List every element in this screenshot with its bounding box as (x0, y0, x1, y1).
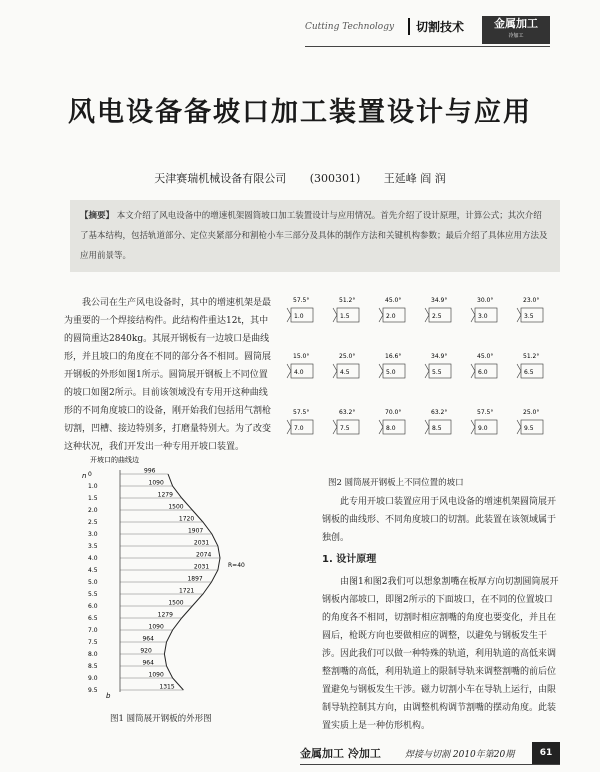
fig2-bevel-mark (287, 420, 291, 434)
fig2-angle-label: 25.0° (523, 409, 540, 416)
fig1-row-label: 1.5 (88, 495, 98, 502)
fig2-cell-label: 7.0 (294, 425, 304, 432)
fig2-cell-label: 6.0 (478, 369, 488, 376)
abstract-text: 本文介绍了风电设备中的增速机架圆筒坡口加工装置设计与应用情况。首先介绍了设计原理，计算公式；其次介绍了基本结构，包括轨道部分、定位夹紧部分和割枪小车三部分及具体的制作方法和关键机构参数；最后介绍了具体应用方法及应用前景等。 (80, 211, 548, 261)
fig2-angle-label: 57.5° (293, 409, 310, 416)
article-title: 风电设备备坡口加工装置设计与应用 (68, 97, 532, 128)
fig2-angle-label: 70.0° (385, 409, 402, 416)
fig1-width-label: 2074 (196, 551, 212, 559)
fig2-bevel-mark (333, 420, 337, 434)
fig1-width-label: 2031 (193, 563, 210, 571)
fig1-row-label: 3.0 (88, 531, 98, 538)
fig2-bevel-mark (425, 308, 429, 322)
right-body (322, 493, 560, 735)
fig2-cell-label: 3.5 (524, 313, 534, 320)
fig2-angle-label: 45.0° (385, 297, 402, 304)
section1-heading: 1. 设计原理 (322, 554, 377, 565)
fig2-bevel-mark (517, 308, 521, 322)
fig2-bevel-mark (425, 420, 429, 434)
fig2-bevel-mark (287, 308, 291, 322)
fig1-width-label: 1090 (148, 671, 164, 679)
fig2-cell-label: 4.5 (340, 369, 350, 376)
fig1-n-label: n (82, 472, 87, 480)
fig2-cells (287, 297, 543, 434)
fig1-width-label: 1090 (148, 479, 164, 487)
fig2-bevel-mark (425, 364, 429, 378)
figure2-caption: 图2 圆筒展开钢板上不同位置的坡口 (328, 478, 464, 488)
section1-text: 由图1和图2我们可以想象割嘴在板厚方向切割圆筒展开钢板内部坡口，即图2所示的下面坡口，在不同的位置坡口的角度各不相同，切割时相应割嘴的角度也要变化，并且在圆后，枪既方向也要做相应的调整，以避免与钢板发生干涉。因此我们可以做一种特殊的轨道，利用轨道的高低来调整割嘴的高低，利用轨道上的限制导轨来调整割嘴的前后位置避免与钢板发生干涉。磁力切割小车在导轨上运行，由限制导轨控制其方向，由调整机构调节割嘴的摆动角度。此装置实质上是一种仿形机构。 (322, 577, 559, 731)
fig2-angle-label: 63.2° (431, 409, 448, 416)
fig1-row-label: 6.5 (88, 615, 98, 622)
fig1-row-label: 3.5 (88, 543, 98, 550)
fig2-angle-label: 34.9° (431, 353, 448, 360)
fig2-cell-label: 9.5 (524, 425, 534, 432)
fig1-curve-label: 开坡口的曲线边 (90, 456, 139, 464)
fig2-bevel-mark (379, 308, 383, 322)
fig1-rows (88, 468, 220, 695)
fig2-bevel-mark (379, 364, 383, 378)
fig2-bevel-mark (471, 364, 475, 378)
author-names: 王延峰 阎 润 (383, 172, 446, 185)
fig1-width-label: 964 (142, 659, 154, 667)
fig2-bevel-mark (517, 364, 521, 378)
fig2-angle-label: 63.2° (339, 409, 356, 416)
fig1-width-label: 996 (144, 467, 156, 475)
fig2-cell-label: 8.5 (432, 425, 442, 432)
fig2-angle-label: 57.5° (477, 409, 494, 416)
fig1-row-label: 4.5 (88, 567, 98, 574)
fig2-angle-label: 30.0° (477, 297, 494, 304)
fig1-row-label: 4.0 (88, 555, 98, 562)
fig2-bevel-mark (287, 364, 291, 378)
section-label: 切割技术 (408, 18, 464, 35)
fig1-width-label: 1720 (178, 515, 195, 523)
fig2-cell-label: 2.5 (432, 313, 442, 320)
fig2-bevel-mark (471, 308, 475, 322)
fig1-width-label: 1279 (157, 611, 173, 619)
fig1-width-label: 1315 (159, 683, 175, 691)
fig1-row-label: 6.0 (88, 603, 98, 610)
byline (0, 170, 600, 186)
fig2-cell-label: 1.0 (294, 313, 304, 320)
fig1-width-label: 1090 (148, 623, 164, 631)
figure1-plate-outline (80, 452, 280, 702)
fig1-row-label: 8.0 (88, 651, 98, 658)
fig2-cell-label: 8.0 (386, 425, 396, 432)
fig2-bevel-mark (333, 308, 337, 322)
fig2-cell-label: 9.0 (478, 425, 488, 432)
fig2-cell-label: 7.5 (340, 425, 350, 432)
fig2-bevel-mark (333, 364, 337, 378)
page-number: 61 (532, 742, 560, 764)
fig1-width-label: 964 (142, 635, 154, 643)
fig1-row-label: 9.0 (88, 675, 98, 682)
fig1-width-label: 1500 (168, 599, 184, 607)
fig2-angle-label: 23.0° (523, 297, 540, 304)
fig2-cell-label: 3.0 (478, 313, 488, 320)
journal-english-name: Cutting Technology (305, 22, 395, 32)
right-intro-text: 此专用开坡口装置应用于风电设备的增速机架圆筒展开钢板的曲线形、不同角度坡口的切割。此装置在该领域属于独创。 (322, 497, 557, 543)
fig1-width-label: 1897 (187, 575, 203, 583)
fig1-r-label: R=40 (228, 562, 245, 569)
fig2-bevel-mark (517, 420, 521, 434)
fig1-row-label: 2.0 (88, 507, 98, 514)
fig2-angle-label: 34.9° (431, 297, 448, 304)
fig2-angle-label: 45.0° (477, 353, 494, 360)
footer-logo: 金属加工 冷加工 (300, 747, 381, 760)
author-zip: (300301) (309, 172, 361, 185)
fig2-cell-label: 1.5 (340, 313, 350, 320)
fig2-cell-label: 6.5 (524, 369, 534, 376)
fig2-bevel-mark (379, 420, 383, 434)
left-body-text: 我公司在生产风电设备时，其中的增速机架是最为重要的一个焊接结构件。此结构件重达12t，其中的圆筒重达2840kg。其展开钢板有一边坡口是曲线形，并且坡口的角度在不同的部分各不相同。圆筒展开钢板的外形如图1所示。圆筒展开钢板上不同位置的坡口如图2所示。目前该领域没有专用开这种曲线形的不同角度坡口的设备，刚开始我们包括用气割枪切割，凹槽、接边特别多，打磨量特别大。为了改变这种状况，我们开发出一种专用开坡口装置。 (64, 298, 272, 452)
fig1-row-label: 8.5 (88, 663, 98, 670)
fig1-row-label: 2.5 (88, 519, 98, 526)
header-rule (305, 46, 550, 47)
fig1-width-label: 2031 (193, 539, 210, 547)
figure1-caption: 图1 圆筒展开钢板的外形图 (110, 714, 212, 724)
fig1-row-label: 9.5 (88, 687, 98, 694)
fig1-b-label: b (106, 692, 111, 700)
author-org: 天津赛瑞机械设备有限公司 (154, 172, 287, 185)
journal-header (305, 16, 550, 44)
fig1-row-label: 7.0 (88, 627, 98, 634)
fig2-cell-label: 5.0 (386, 369, 396, 376)
fig2-bevel-mark (471, 420, 475, 434)
fig1-width-label: 1279 (157, 491, 173, 499)
fig1-row-label: 1.0 (88, 483, 98, 490)
fig2-angle-label: 51.2° (339, 297, 356, 304)
fig1-width-label: 1907 (187, 527, 204, 535)
fig1-width-label: 1721 (178, 587, 195, 595)
fig2-angle-label: 51.2° (523, 353, 540, 360)
fig1-row-label: 7.5 (88, 639, 98, 646)
logo-line1: 金属加工 (494, 17, 538, 30)
journal-logo (482, 16, 550, 44)
fig1-row-label: 5.0 (88, 579, 98, 586)
logo-line2: 冷加工 (508, 33, 524, 39)
page-footer (300, 742, 560, 764)
fig2-angle-label: 25.0° (339, 353, 356, 360)
fig2-cell-label: 2.0 (386, 313, 396, 320)
abstract-box (70, 200, 560, 272)
fig2-angle-label: 57.5° (293, 297, 310, 304)
fig2-cell-label: 5.5 (432, 369, 442, 376)
abstract-label: 【摘要】 (80, 211, 115, 221)
fig2-cell-label: 4.0 (294, 369, 304, 376)
figure2-bevel-details (275, 286, 565, 466)
footer-issue: 焊接与切割 2010年第20期 (405, 750, 515, 760)
footer-rule (300, 764, 560, 765)
fig1-width-label: 1500 (168, 503, 184, 511)
fig1-width-label: 920 (140, 647, 152, 655)
fig1-row-label: 0 (88, 471, 92, 478)
fig2-angle-label: 16.6° (385, 353, 402, 360)
fig2-angle-label: 15.0° (293, 353, 310, 360)
fig1-row-label: 5.5 (88, 591, 98, 598)
